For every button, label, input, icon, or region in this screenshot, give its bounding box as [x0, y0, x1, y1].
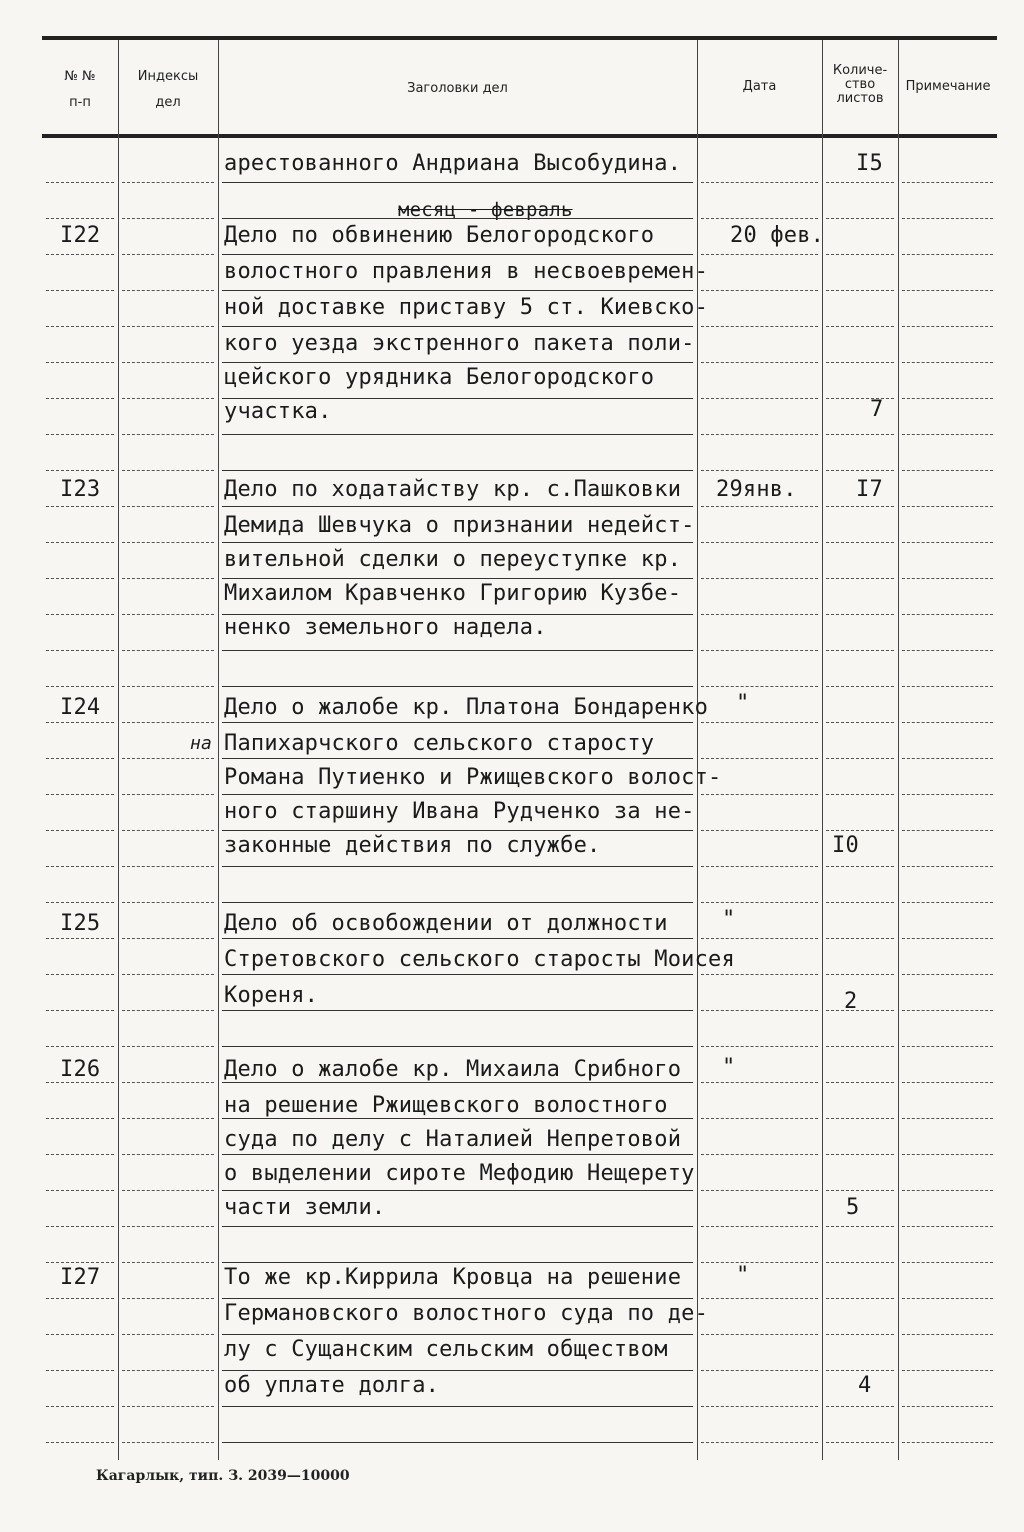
ruled-line: [46, 1262, 114, 1263]
ruled-line: [122, 758, 214, 759]
ruled-line: [222, 722, 693, 723]
record-title-line: цейского урядника Белогородского: [224, 365, 655, 390]
record-number: I27: [60, 1265, 101, 1290]
ruled-line: [46, 1118, 114, 1119]
record-title-line: волостного правления в несвоевремен-: [224, 259, 709, 284]
ruled-line: [826, 1154, 894, 1155]
ruled-line: [902, 794, 993, 795]
ruled-line: [902, 1298, 993, 1299]
ruled-line: [46, 794, 114, 795]
ruled-line: [902, 1118, 993, 1119]
record-number: I26: [60, 1057, 101, 1082]
ruled-line: [826, 1046, 894, 1047]
ruled-line: [826, 614, 894, 615]
ruled-line: [701, 542, 818, 543]
ruled-line: [701, 830, 818, 831]
ruled-line: [902, 902, 993, 903]
ruled-line: [46, 1406, 114, 1407]
ruled-line: [222, 902, 693, 903]
record-title-line: ной доставке приставу 5 ст. Киевско-: [224, 295, 709, 320]
ruled-line: [701, 1334, 818, 1335]
col-divider-1: [118, 40, 119, 1460]
ruled-line: [701, 1082, 818, 1083]
ruled-line: [46, 578, 114, 579]
ruled-line: [122, 434, 214, 435]
col-divider-2: [218, 40, 219, 1460]
ruled-line: [902, 650, 993, 651]
ruled-line: [826, 902, 894, 903]
ruled-line: [826, 758, 894, 759]
printer-imprint: Кагарлык, тип. З. 2039—10000: [96, 1468, 350, 1484]
ruled-line: [46, 218, 114, 219]
record-title-line: на решение Ржищевского волостного: [224, 1093, 668, 1118]
ruled-line: [222, 1370, 693, 1371]
ruled-line: [701, 614, 818, 615]
ruled-line: [902, 1334, 993, 1335]
ruled-line: [826, 830, 894, 831]
ruled-line: [826, 866, 894, 867]
ruled-line: [222, 182, 693, 183]
ruled-line: [902, 938, 993, 939]
ruled-line: [46, 650, 114, 651]
ruled-line: [902, 1154, 993, 1155]
ruled-line: [46, 758, 114, 759]
ruled-line: [826, 794, 894, 795]
continuation-sheets: I5: [856, 151, 883, 176]
ruled-line: [826, 938, 894, 939]
ruled-line: [826, 686, 894, 687]
record-title-line: лу с Сущанским сельским обществом: [224, 1337, 668, 1362]
record-title-line: Михаилом Кравченко Григорию Кузбе-: [224, 581, 682, 606]
ruled-line: [122, 938, 214, 939]
ruled-line: [122, 218, 214, 219]
ruled-line: [222, 938, 693, 939]
ruled-line: [902, 398, 993, 399]
ruled-line: [222, 1190, 693, 1191]
record-sheets: 2: [844, 989, 858, 1014]
ruled-line: [701, 578, 818, 579]
ruled-line: [222, 398, 693, 399]
ruled-line: [826, 290, 894, 291]
ruled-line: [222, 1298, 693, 1299]
ruled-line: [701, 794, 818, 795]
record-date: 20 фев.: [730, 223, 825, 248]
ruled-line: [222, 254, 693, 255]
ruled-line: [222, 1046, 693, 1047]
ruled-line: [701, 1046, 818, 1047]
header-num: № № п-п: [64, 69, 96, 110]
ruled-line: [826, 542, 894, 543]
ruled-line: [826, 470, 894, 471]
ruled-line: [701, 650, 818, 651]
ruled-line: [46, 362, 114, 363]
record-title-line: Германовского волостного суда по де-: [224, 1301, 709, 1326]
ruled-line: [826, 362, 894, 363]
ruled-line: [46, 722, 114, 723]
ruled-line: [902, 1370, 993, 1371]
ruled-line: [122, 1046, 214, 1047]
ruled-line: [46, 1046, 114, 1047]
ruled-line: [46, 866, 114, 867]
ruled-line: [222, 1226, 693, 1227]
ruled-line: [902, 1010, 993, 1011]
record-title-line: Папихарчского сельского старосту: [224, 731, 655, 756]
record-title-line: участка.: [224, 399, 332, 424]
ruled-line: [222, 326, 693, 327]
ruled-line: [701, 326, 818, 327]
ruled-line: [902, 326, 993, 327]
ruled-line: [222, 1082, 693, 1083]
ruled-line: [222, 974, 693, 975]
ruled-line: [122, 1010, 214, 1011]
ruled-line: [826, 326, 894, 327]
ruled-line: [222, 542, 693, 543]
record-title-line: Дело о жалобе кр. Михаила Срибного: [224, 1057, 682, 1082]
record-title-line: ненко земельного надела.: [224, 615, 547, 640]
ruled-line: [902, 470, 993, 471]
ruled-line: [46, 1298, 114, 1299]
ruled-line: [222, 1010, 693, 1011]
record-title-line: суда по делу с Наталией Непретовой: [224, 1127, 682, 1152]
ruled-line: [122, 542, 214, 543]
ruled-line: [122, 830, 214, 831]
ruled-line: [222, 1442, 693, 1443]
ruled-line: [826, 1190, 894, 1191]
ruled-line: [222, 1154, 693, 1155]
col-divider-3: [697, 40, 698, 1460]
ruled-line: [122, 1334, 214, 1335]
ruled-line: [122, 794, 214, 795]
ruled-line: [222, 290, 693, 291]
ruled-line: [701, 434, 818, 435]
ruled-line: [701, 758, 818, 759]
record-title-line: Дело об освобождении от должности: [224, 911, 668, 936]
ruled-line: [902, 290, 993, 291]
ruled-line: [826, 1298, 894, 1299]
ruled-line: [902, 758, 993, 759]
record-number: I22: [60, 223, 101, 248]
ruled-line: [222, 434, 693, 435]
ruled-line: [222, 830, 693, 831]
ruled-line: [46, 1226, 114, 1227]
ruled-line: [122, 362, 214, 363]
ruled-line: [222, 686, 693, 687]
ruled-line: [46, 398, 114, 399]
ruled-line: [701, 254, 818, 255]
ruled-line: [46, 1442, 114, 1443]
record-title-line: Стретовского сельского старосты Моисея: [224, 947, 735, 972]
record-title-line: То же кр.Киррила Кровца на решение: [224, 1265, 682, 1290]
record-sheets: 5: [846, 1195, 860, 1220]
ruled-line: [122, 290, 214, 291]
ruled-line: [826, 398, 894, 399]
record-date: 29янв.: [716, 477, 797, 502]
ruled-line: [902, 1190, 993, 1191]
record-sheets: 4: [858, 1373, 872, 1398]
ruled-line: [46, 1082, 114, 1083]
ruled-line: [902, 218, 993, 219]
ruled-line: [826, 1010, 894, 1011]
ruled-line: [902, 434, 993, 435]
record-date: ": [736, 1263, 750, 1288]
ruled-line: [46, 1370, 114, 1371]
ruled-line: [701, 182, 818, 183]
ruled-line: [902, 722, 993, 723]
ruled-line: [46, 326, 114, 327]
ruled-line: [902, 182, 993, 183]
ruled-line: [46, 1334, 114, 1335]
ruled-line: [701, 1262, 818, 1263]
ruled-line: [701, 866, 818, 867]
ruled-line: [701, 290, 818, 291]
ruled-line: [222, 1334, 693, 1335]
ruled-line: [222, 758, 693, 759]
ruled-line: [701, 1442, 818, 1443]
ruled-line: [46, 1010, 114, 1011]
ruled-line: [46, 1190, 114, 1191]
header-titles: Заголовки дел: [407, 81, 508, 96]
ruled-line: [902, 1262, 993, 1263]
ruled-line: [701, 722, 818, 723]
record-title-line: Кореня.: [224, 983, 319, 1008]
record-title-line: законные действия по службе.: [224, 833, 601, 858]
ruled-line: [826, 254, 894, 255]
ruled-line: [902, 506, 993, 507]
ruled-line: [826, 506, 894, 507]
ruled-line: [902, 686, 993, 687]
record-sheets: I7: [856, 477, 883, 502]
ruled-line: [826, 974, 894, 975]
ruled-line: [46, 182, 114, 183]
ruled-line: [122, 254, 214, 255]
table-top-rule: [42, 36, 997, 40]
ruled-line: [701, 362, 818, 363]
ruled-line: [46, 254, 114, 255]
ruled-line: [222, 362, 693, 363]
ruled-line: [122, 686, 214, 687]
ruled-line: [826, 218, 894, 219]
record-title-line: Дело о жалобе кр. Платона Бондаренко: [224, 695, 709, 720]
ruled-line: [826, 1370, 894, 1371]
record-date: ": [722, 907, 736, 932]
record-sheets: 7: [870, 397, 884, 422]
record-title-line: Романа Путиенко и Ржищевского волост-: [224, 765, 722, 790]
ruled-line: [122, 974, 214, 975]
ruled-line: [222, 1118, 693, 1119]
ruled-line: [902, 1082, 993, 1083]
ruled-line: [222, 794, 693, 795]
record-number: I23: [60, 477, 101, 502]
header-count: Количе- ство листов: [832, 63, 888, 106]
ruled-line: [701, 1298, 818, 1299]
month-marker: месяц - февраль: [398, 199, 573, 221]
ruled-line: [902, 1406, 993, 1407]
ruled-line: [222, 1406, 693, 1407]
ruled-line: [46, 290, 114, 291]
ruled-line: [902, 830, 993, 831]
ruled-line: [46, 830, 114, 831]
ruled-line: [902, 1442, 993, 1443]
ruled-line: [46, 614, 114, 615]
ruled-line: [122, 866, 214, 867]
ruled-line: [122, 1370, 214, 1371]
ruled-line: [122, 1154, 214, 1155]
ruled-line: [701, 470, 818, 471]
record-title-line: об уплате долга.: [224, 1373, 440, 1398]
ruled-line: [222, 578, 693, 579]
ruled-line: [122, 1190, 214, 1191]
ruled-line: [902, 614, 993, 615]
ruled-line: [122, 1406, 214, 1407]
ruled-line: [826, 578, 894, 579]
ruled-line: [826, 1118, 894, 1119]
ruled-line: [222, 866, 693, 867]
ruled-line: [701, 938, 818, 939]
ruled-line: [902, 362, 993, 363]
ruled-line: [222, 1262, 693, 1263]
ruled-line: [902, 578, 993, 579]
ruled-line: [826, 1262, 894, 1263]
ruled-line: [826, 1334, 894, 1335]
ruled-line: [122, 1298, 214, 1299]
ruled-line: [701, 1406, 818, 1407]
ruled-line: [122, 506, 214, 507]
ruled-line: [826, 650, 894, 651]
record-date: ": [722, 1055, 736, 1080]
ruled-line: [46, 470, 114, 471]
ruled-line: [122, 1082, 214, 1083]
ruled-line: [46, 542, 114, 543]
header-notes: Примечание: [905, 79, 991, 94]
ruled-line: [701, 506, 818, 507]
ruled-line: [122, 1118, 214, 1119]
ruled-line: [826, 1406, 894, 1407]
ruled-line: [222, 614, 693, 615]
ruled-line: [122, 650, 214, 651]
ruled-line: [902, 542, 993, 543]
record-title-line: Дело по ходатайству кр. с.Пашковки: [224, 477, 682, 502]
record-number: I25: [60, 911, 101, 936]
ruled-line: [701, 1370, 818, 1371]
ruled-line: [222, 218, 693, 219]
col-divider-5: [898, 40, 899, 1460]
ruled-line: [701, 1226, 818, 1227]
ruled-line: [701, 1190, 818, 1191]
col-divider-4: [822, 40, 823, 1460]
record-number: I24: [60, 695, 101, 720]
ruled-line: [122, 182, 214, 183]
ruled-line: [701, 974, 818, 975]
ruled-line: [122, 326, 214, 327]
ruled-line: [222, 506, 693, 507]
record-title-line: вительной сделки о переуступке кр.: [224, 547, 682, 572]
ruled-line: [46, 686, 114, 687]
ruled-line: [701, 218, 818, 219]
continuation-text: арестованного Андриана Высобудина.: [224, 151, 682, 176]
ruled-line: [701, 686, 818, 687]
ruled-line: [122, 470, 214, 471]
header-index: Индексы дел: [137, 69, 199, 110]
ruled-line: [701, 1010, 818, 1011]
header-bottom-rule: [42, 134, 997, 138]
header-date: Дата: [742, 79, 777, 94]
record-index-mark: на: [190, 733, 213, 754]
ruled-line: [826, 1442, 894, 1443]
ruled-line: [222, 470, 693, 471]
record-title-line: ного старшину Ивана Рудченко за не-: [224, 799, 695, 824]
record-title-line: о выделении сироте Мефодию Нещерету: [224, 1161, 695, 1186]
ruled-line: [826, 182, 894, 183]
ruled-line: [46, 434, 114, 435]
ruled-line: [902, 974, 993, 975]
ruled-line: [902, 254, 993, 255]
ruled-line: [122, 902, 214, 903]
ruled-line: [46, 506, 114, 507]
ruled-line: [902, 1226, 993, 1227]
ruled-line: [122, 578, 214, 579]
ruled-line: [826, 1226, 894, 1227]
ruled-line: [122, 1226, 214, 1227]
ruled-line: [826, 1082, 894, 1083]
ruled-line: [701, 902, 818, 903]
ruled-line: [46, 938, 114, 939]
record-title-line: Демида Шевчука о признании недейст-: [224, 513, 695, 538]
record-date: ": [736, 691, 750, 716]
ruled-line: [701, 398, 818, 399]
ruled-line: [46, 974, 114, 975]
ruled-line: [122, 1442, 214, 1443]
record-title-line: части земли.: [224, 1195, 386, 1220]
ruled-line: [46, 902, 114, 903]
ruled-line: [701, 1154, 818, 1155]
ruled-line: [122, 614, 214, 615]
ruled-line: [122, 1262, 214, 1263]
ruled-line: [122, 398, 214, 399]
ruled-line: [46, 1154, 114, 1155]
ruled-line: [826, 434, 894, 435]
ruled-line: [222, 650, 693, 651]
ruled-line: [701, 1118, 818, 1119]
record-title-line: Дело по обвинению Белогородского: [224, 223, 655, 248]
ruled-line: [902, 1046, 993, 1047]
record-sheets: I0: [832, 833, 859, 858]
record-title-line: кого уезда экстренного пакета поли-: [224, 331, 695, 356]
ruled-line: [122, 722, 214, 723]
ruled-line: [902, 866, 993, 867]
ruled-line: [826, 722, 894, 723]
